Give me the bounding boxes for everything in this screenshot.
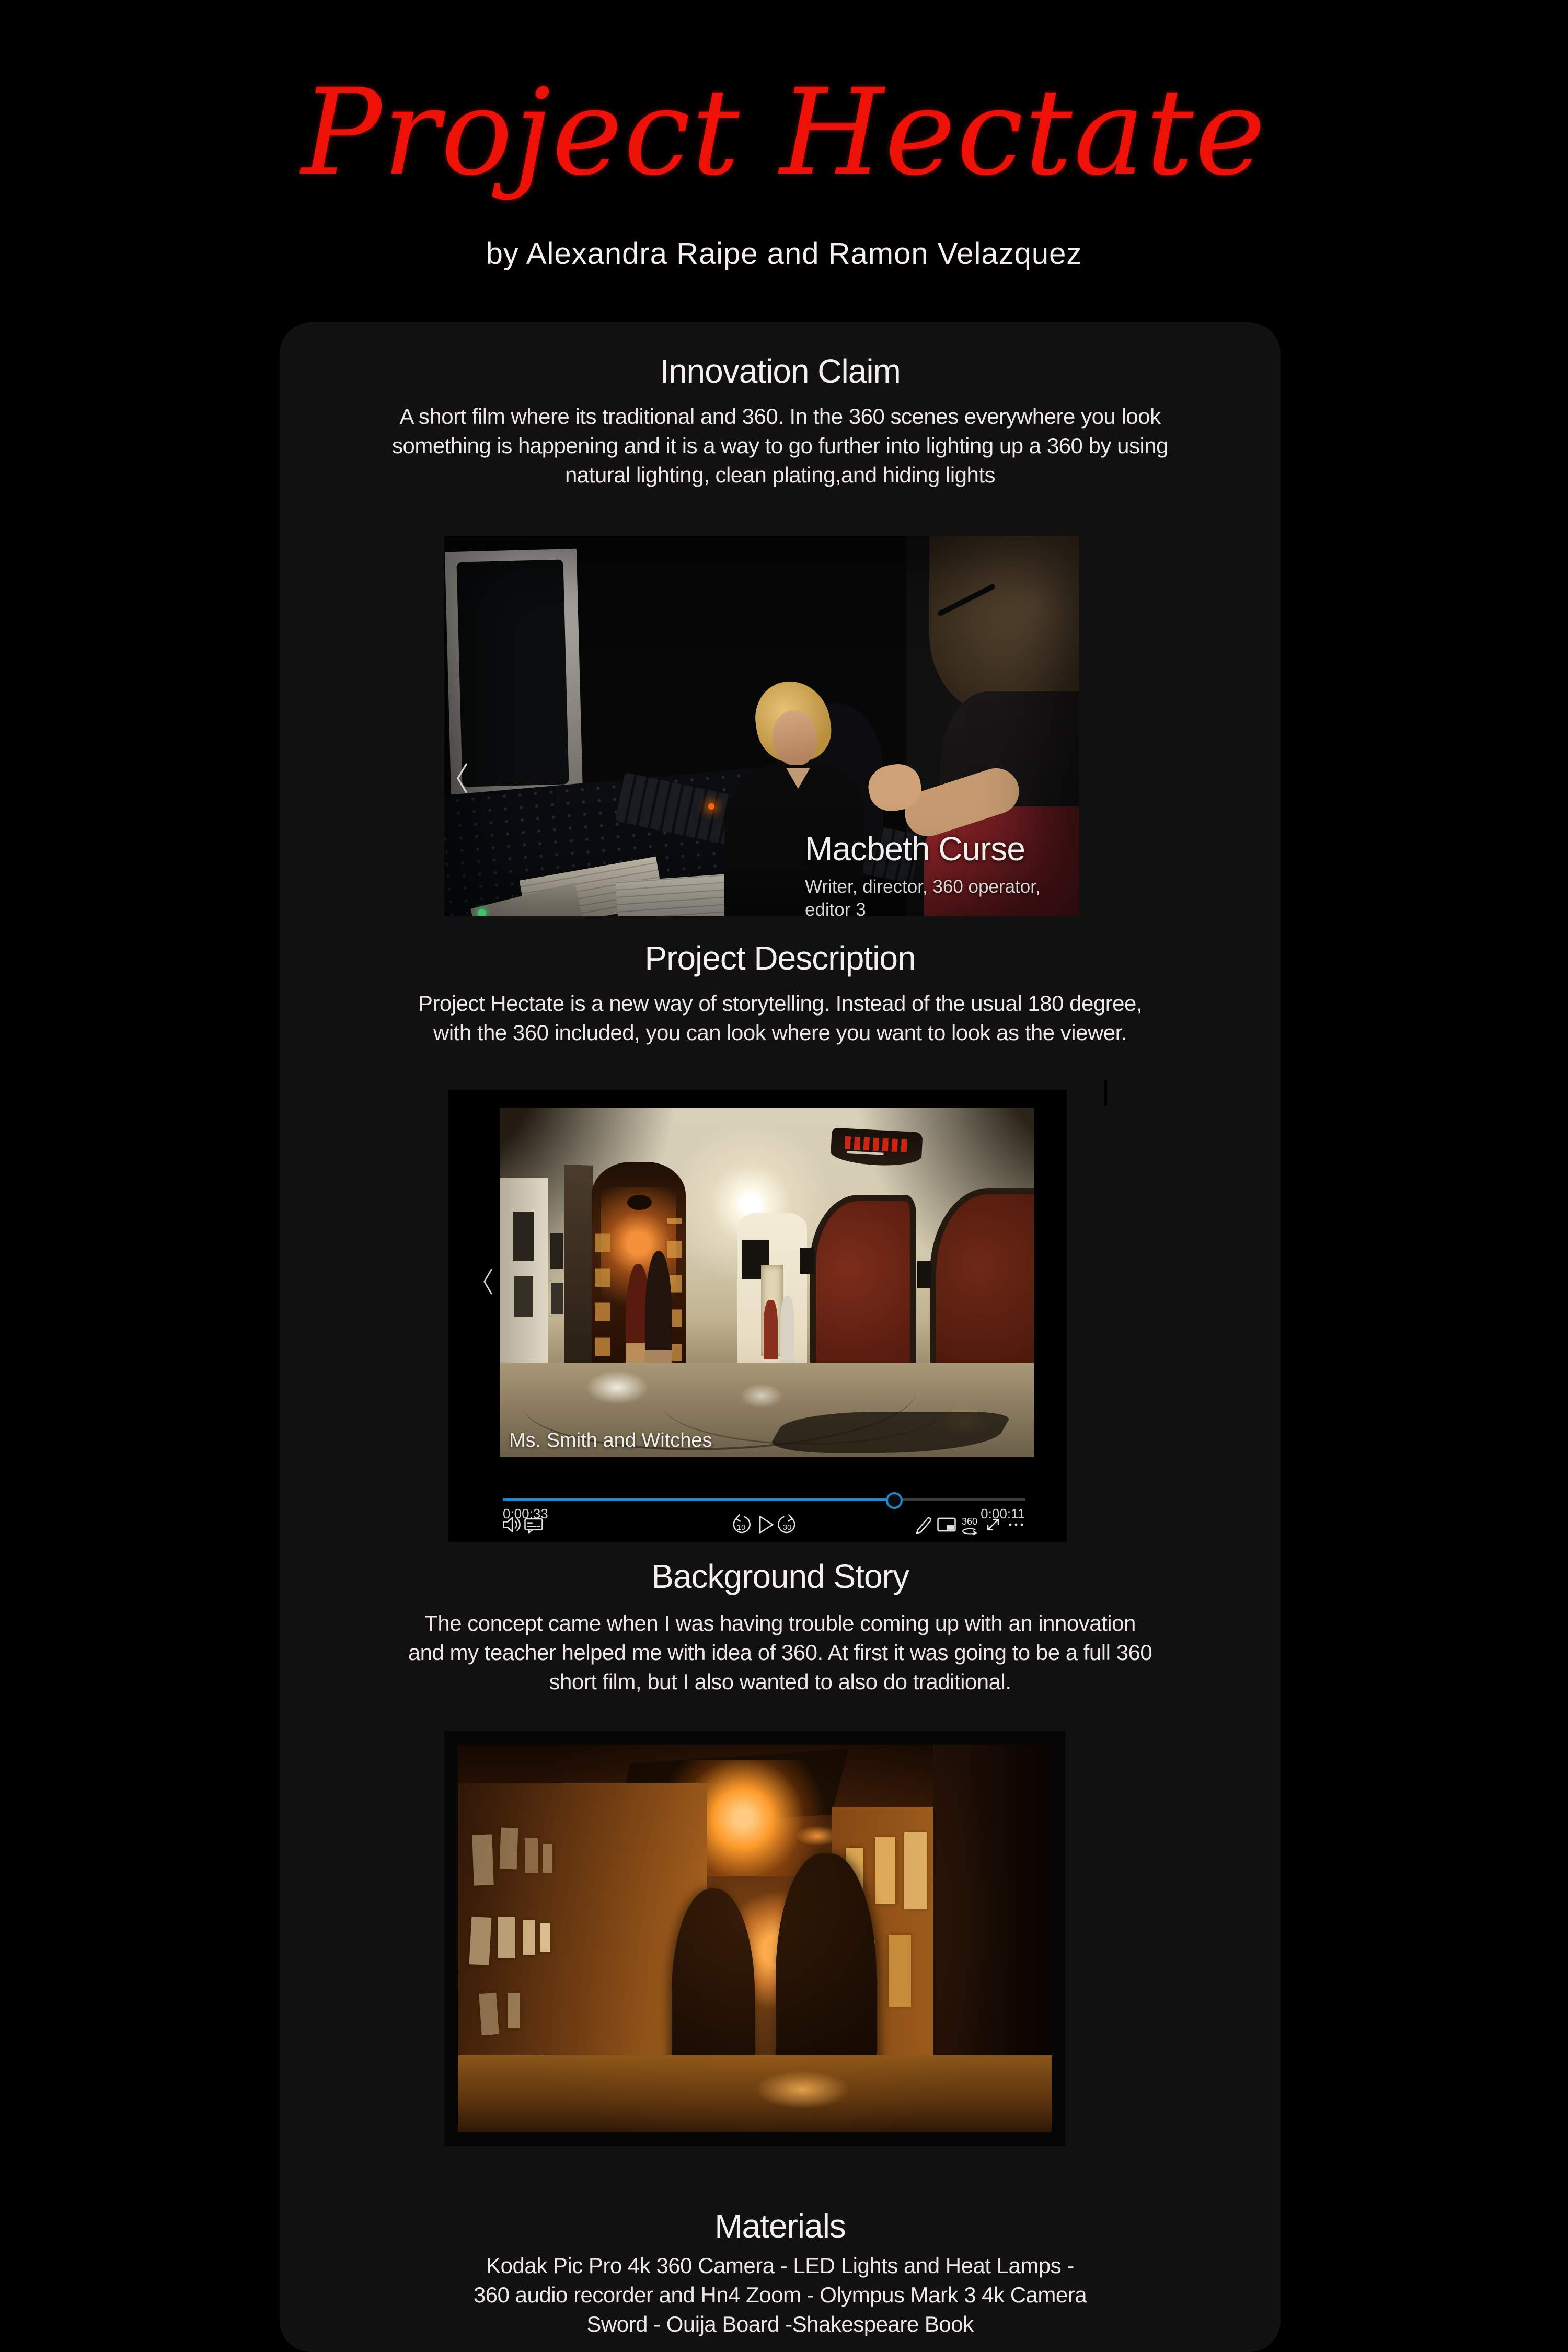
text-line: and my teacher helped me with idea of 360. At first it was going to be a full 360 (408, 1640, 1152, 1665)
rotation-arc-icon (958, 1528, 981, 1536)
ellipsis-icon (1005, 1513, 1028, 1536)
picture-frame (551, 1283, 562, 1314)
play-button[interactable] (753, 1513, 776, 1536)
floor-reflection (740, 1383, 783, 1408)
still-title: Macbeth Curse (805, 830, 1025, 868)
volume-button[interactable] (500, 1513, 523, 1536)
picture-frame (513, 1212, 534, 1261)
speaker-icon (500, 1513, 523, 1536)
byline: by Alexandra Raipe and Ramon Velazquez (486, 237, 1082, 271)
mini-player-icon (935, 1513, 958, 1536)
hallway-scene-image (444, 1731, 1065, 2146)
fullscreen-button[interactable] (982, 1513, 1005, 1536)
360-mode-button[interactable] (958, 1513, 981, 1536)
video-caption: Ms. Smith and Witches (509, 1429, 712, 1451)
forward-30-button[interactable] (776, 1513, 799, 1536)
text-line: Project Hectate is a new way of storytelling. Instead of the usual 180 degree, (418, 991, 1143, 1016)
background-paragraph (280, 1609, 1281, 1697)
remaining-time: 0:00:11 (981, 1506, 1025, 1521)
page-title: Project Hectate (301, 63, 1267, 202)
room-sign (917, 1261, 931, 1287)
more-options-button[interactable] (1005, 1513, 1028, 1536)
section-heading-materials: Materials (714, 2207, 846, 2245)
text-line: 360 audio recorder and Hn4 Zoom - Olympus Mark 3 4k Camera (473, 2282, 1087, 2307)
materials-paragraph (280, 2251, 1281, 2339)
pencil-icon (912, 1513, 935, 1536)
360-mode-label: 360 (961, 1516, 978, 1527)
play-icon (753, 1513, 776, 1536)
video-player (448, 1090, 1067, 1542)
fullscreen-icon (982, 1513, 1005, 1536)
chevron-left-icon[interactable] (453, 762, 471, 795)
video-frame-360[interactable] (500, 1108, 1034, 1457)
edit-button[interactable] (912, 1513, 935, 1536)
chevron-left-icon[interactable] (480, 1266, 496, 1297)
subtitles-icon (522, 1513, 545, 1536)
credit-line: Writer, director, 360 operator, (805, 877, 1041, 897)
doorway-posters (595, 1223, 610, 1356)
macbeth-curse-still-image (444, 536, 1079, 916)
room-sign (800, 1248, 814, 1274)
floor-reflection (585, 1370, 650, 1404)
credit-line: editor 3 (805, 900, 866, 916)
text-line: natural lighting, clean plating,and hiding lights (564, 463, 996, 487)
text-line: A short film where its traditional and 360. In the 360 scenes everywhere you look (399, 404, 1161, 429)
floor-shadow (765, 1412, 1013, 1453)
innovation-paragraph (280, 402, 1281, 490)
still-title-block (805, 829, 1077, 868)
picture-frame (550, 1233, 563, 1269)
green-indicator-dot (478, 909, 486, 916)
rewind-10-label: 10 (736, 1523, 746, 1532)
seek-fill (503, 1498, 895, 1501)
text-line: short film, but I also wanted to also do traditional. (549, 1669, 1011, 1694)
section-heading-description: Project Description (644, 939, 916, 977)
text-line: Kodak Pic Pro 4k 360 Camera - LED Lights and Heat Lamps - (486, 2253, 1074, 2278)
section-heading-innovation: Innovation Claim (660, 352, 901, 390)
text-line: with the 360 included, you can look where you want to look as the viewer. (433, 1020, 1127, 1045)
seek-bar[interactable] (503, 1492, 1025, 1508)
forward-30-label: 30 (782, 1523, 792, 1532)
rewind-10-button[interactable] (730, 1513, 753, 1536)
mini-player-button[interactable] (935, 1513, 958, 1536)
subtitles-button[interactable] (522, 1513, 545, 1536)
elapsed-time: 0:00:33 (503, 1506, 548, 1521)
exit-sign-letters (844, 1136, 908, 1153)
description-paragraph (280, 989, 1281, 1047)
text-line: The concept came when I was having trouble coming up with an innovation (424, 1611, 1136, 1635)
still-credits-block (805, 875, 1077, 916)
text-line: something is happening and it is a way to go further into lighting up a 360 by using (392, 433, 1168, 458)
orange-haze-overlay (458, 1745, 1052, 2132)
text-line: Sword - Ouija Board -Shakespeare Book (586, 2312, 974, 2336)
seek-handle[interactable] (886, 1492, 903, 1509)
picture-frame (514, 1276, 534, 1317)
cursor-artifact (1104, 1080, 1107, 1106)
left-hallway (500, 1178, 548, 1366)
section-heading-background: Background Story (651, 1558, 909, 1595)
exit-sign-bar (847, 1151, 883, 1155)
